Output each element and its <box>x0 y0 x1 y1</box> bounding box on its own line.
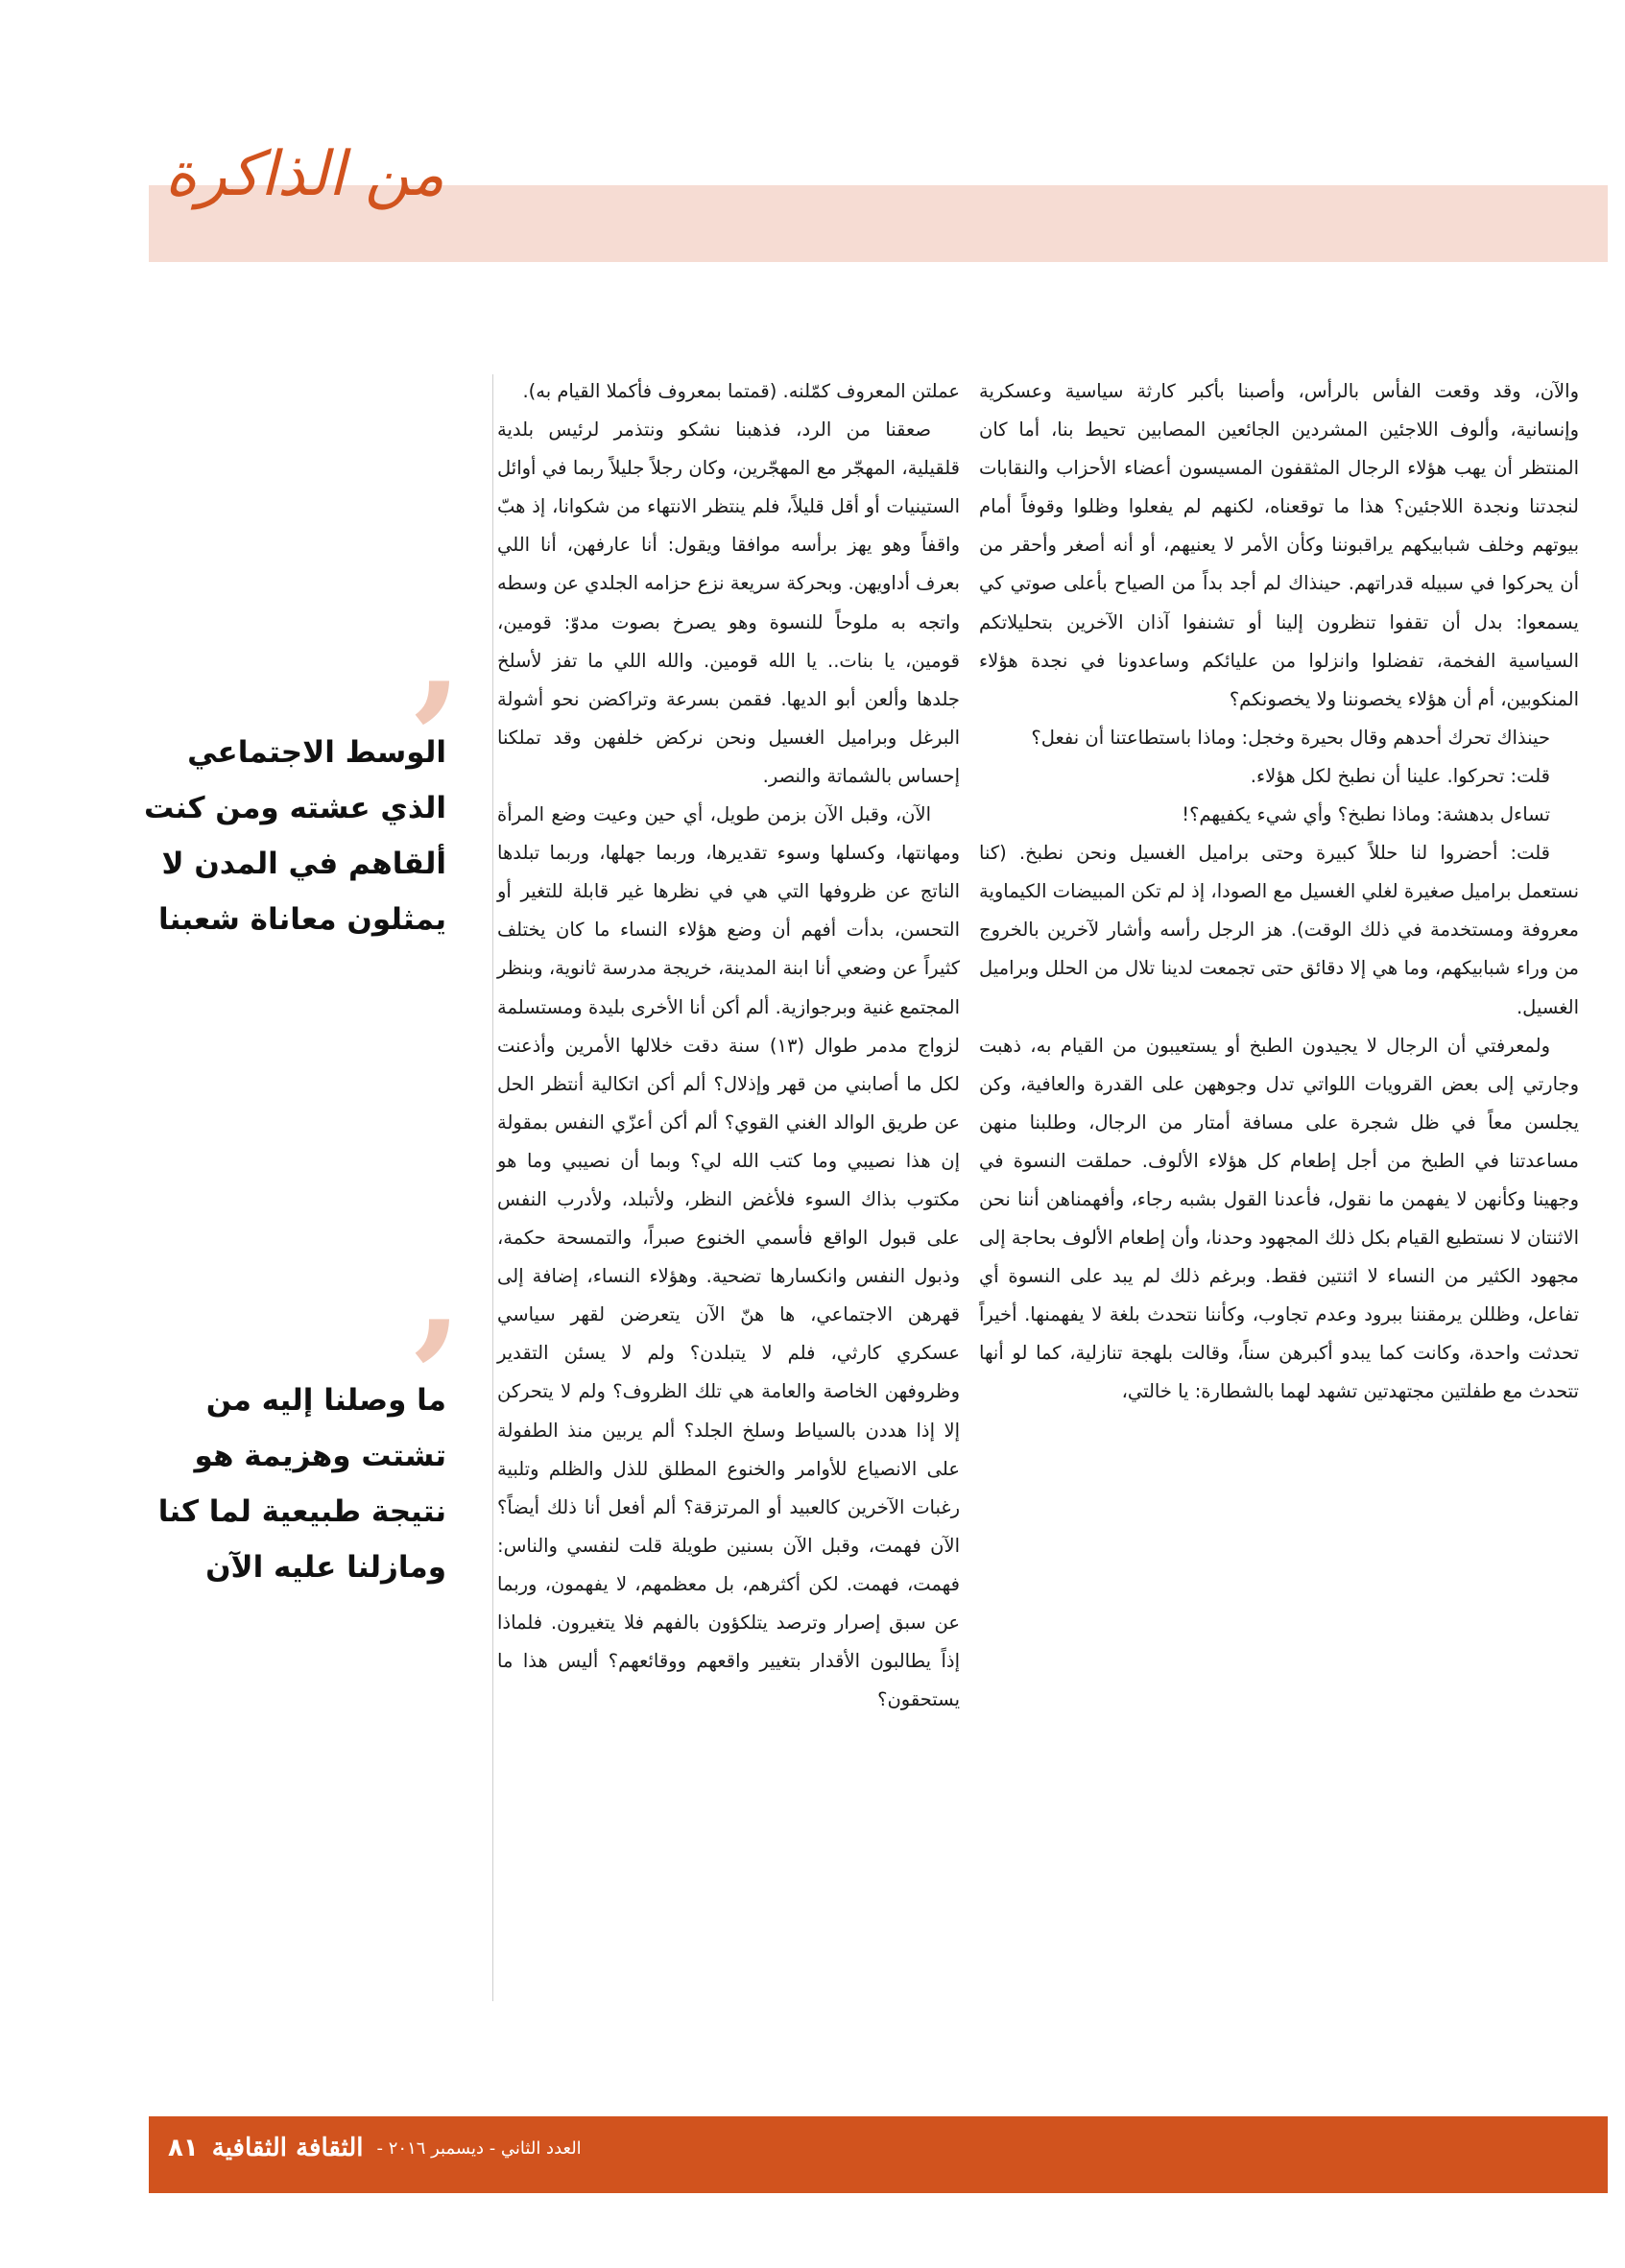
section-title: من الذاكرة <box>164 139 444 210</box>
paragraph: والآن، وقد وقعت الفأس بالرأس، وأصبنا بأكبر كارثة سياسية وعسكرية وإنسانية، وألوف اللاجئين المشردين الجائعين المصابين تحيط بنا، أما كان المنتظر أن يهب هؤلاء الرجال المثقفون المسيسون أعضاء الأحزاب والنقابات لنجدتنا ونجدة اللاجئين؟ هذا ما توقعناه، لكنهم لم يفعلوا وظلوا وقوفاً أمام بيوتهم وخلف شبابيكهم يراقبوننا وكأن الأمر لا يعنيهم، أو أنه أصغر وأحقر من أن يحركوا في سبيله قدراتهم. حينذاك لم أجد بداً من الصياح بأعلى صوتي كي يسمعوا: بدل أن تقفوا تنظرون إلينا أو تشنفوا آذان الآخرين بتحليلاتكم السياسية الفخمة، تفضلوا وانزلوا من عليائكم وساعدونا في نجدة هؤلاء المنكوبين، أم أن هؤلاء يخصوننا ولا يخصونكم؟ <box>979 380 1579 710</box>
quote-mark-icon: ’ <box>408 649 462 829</box>
paragraph: حينذاك تحرك أحدهم وقال بحيرة وخجل: وماذا باستطاعتنا أن نفعل؟ <box>1031 726 1550 749</box>
quote-mark-icon: ’ <box>408 1287 462 1468</box>
article-column-right <box>979 372 1579 1412</box>
paragraph: ولمعرفتي أن الرجال لا يجيدون الطبخ أو يستعيبون من القيام به، ذهبت وجارتي إلى بعض القرويات اللواتي تدل وجوههن على القدرة والعافية، وكن يجلسن معاً في ظل شجرة على مسافة أمتار من الرجال، وطلبنا منهن مساعدتنا في الطبخ من أجل إطعام كل هؤلاء الألوف. حملقت النسوة في وجهينا وكأنهن لا يفهمن ما نقول، فأعدنا القول بشبه رجاء، وأفهمناهن أننا نحن الاثنتان لا نستطيع القيام بكل ذلك المجهود وحدنا، وأن إطعام الألوف بحاجة إلى مجهود الكثير من النساء لا اثنتين فقط. وبرغم ذلك لم يبد على النسوة أي تفاعل، وظللن يرمقننا ببرود وعدم تجاوب، وكأننا نتحدث بلغة لا يفهمنها. أخيراً تحدثت واحدة، وكانت كما يبدو أكبرهن سناً، وقالت بلهجة تنازلية، كما لو أنها تتحدث مع طفلتين مجتهدتين تشهد لهما بالشطارة: يا خالتي، <box>979 1034 1579 1403</box>
pull-quote: الوسط الاجتماعي الذي عشته ومن كنت ألقاهم في المدن لا يمثلون معاناة شعبنا <box>144 735 446 937</box>
column-divider <box>492 374 493 2001</box>
pull-quote: ما وصلنا إليه من تشتت وهزيمة هو نتيجة طبيعية لما كنا ومازلنا عليه الآن <box>157 1383 446 1585</box>
paragraph: قلت: أحضروا لنا حللاً كبيرة وحتى براميل الغسيل ونحن نطبخ. (كنا نستعمل براميل صغيرة لغلي الغسيل مع الصودا، إذ لم تكن المبيضات الكيماوية معروفة ومستخدمة في ذلك الوقت). هز الرجل رأسه وأشار لآخرين بالخروج من وراء شبابيكهم، وما هي إلا دقائق حتى تجمعت لدينا تلال من الحلل وبراميل الغسيل. <box>979 842 1579 1018</box>
footer-content <box>168 2134 582 2162</box>
footer-band <box>149 2116 1608 2193</box>
paragraph: صعقنا من الرد، فذهبنا نشكو ونتذمر لرئيس بلدية قلقيلية، المهجّر مع المهجّرين، وكان رجلاً جليلاً ربما في أوائل الستينيات أو أقل قليلاً، فلم ينتظر الانتهاء من شكوانا، إذ هبّ واقفاً وهو يهز برأسه موافقا ويقول: أنا عارفهن، أنا اللي بعرف أداويهن. وبحركة سريعة نزع حزامه الجلدي عن وسطه واتجه به ملوحاً للنسوة وهو يصرخ بصوت مدوّ: قومين، قومين، يا بنات.. يا الله قومين. والله اللي ما تفز لأسلخ جلدها وألعن أبو الديها. فقمن بسرعة وتراكضن نحو أشولة البرغل وبراميل الغسيل ونحن نركض خلفهن وقد تملكنا إحساس بالشماتة والنصر. <box>497 418 960 787</box>
paragraph: عملتن المعروف كمّلنه. (قمتما بمعروف فأكملا القيام به). <box>522 380 960 402</box>
article-column-middle <box>497 372 960 1719</box>
page-number: ٨١ <box>168 2134 199 2162</box>
magazine-logo: الثقافة الثقافية <box>211 2134 364 2162</box>
issue-info: العدد الثاني - ديسمبر ٢٠١٦ - <box>376 2137 582 2159</box>
paragraph: تساءل بدهشة: وماذا نطبخ؟ وأي شيء يكفيهم؟! <box>1182 803 1550 826</box>
paragraph: الآن، وقبل الآن بزمن طويل، أي حين وعيت وضع المرأة ومهانتها، وكسلها وسوء تقديرها، وربما جهلها، وربما تبلدها الناتج عن ظروفها التي هي في نظرها غير قابلة للتغير أو التحسن، بدأت أفهم أن وضع هؤلاء النساء ما كان يختلف كثيراً عن وضعي أنا ابنة المدينة، خريجة مدرسة ثانوية، وبنظر المجتمع غنية وبرجوازية. ألم أكن أنا الأخرى بليدة ومستسلمة لزواج مدمر طوال (١٣) سنة دقت خلالها الأمرين وأذعنت لكل ما أصابني من قهر وإذلال؟ ألم أكن اتكالية أنتظر الحل عن طريق الوالد الغني القوي؟ ألم أكن أعزّي النفس بمقولة إن هذا نصيبي وما كتب الله لي؟ وبما أن نصيبي وما هو مكتوب بذاك السوء فلأغض النظر، ولأتبلد، ولأدرب النفس على قبول الواقع فأسمي الخنوع صبراً، والتمسحة حكمة، وذبول النفس وانكسارها تضحية. وهؤلاء النساء، إضافة إلى قهرهن الاجتماعي، ها هنّ الآن يتعرضن لقهر سياسي عسكري كارثي، فلم لا يتبلدن؟ ولم لا يسئن التقدير وظروفهن الخاصة والعامة هي تلك الظروف؟ ولم لا يتحركن إلا إذا هددن بالسياط وسلخ الجلد؟ ألم يربين منذ الطفولة على الانصياع للأوامر والخنوع المطلق للذل والظلم وتلبية رغبات الآخرين كالعبيد أو المرتزقة؟ ألم أفعل أنا ذلك أيضاً؟ الآن فهمت، وقبل الآن بسنين طويلة قلت لنفسي والناس: فهمت، فهمت. لكن أكثرهم، بل معظمهم، لا يفهمون، وربما عن سبق إصرار وترصد يتلكؤون بالفهم فلا يتغيرون. فلماذا إذاً يطالبون الأقدار بتغيير واقعهم ووقائعهم؟ أليس هذا ما يستحقون؟ <box>497 803 960 1711</box>
paragraph: قلت: تحركوا. علينا أن نطبخ لكل هؤلاء. <box>1250 764 1550 787</box>
